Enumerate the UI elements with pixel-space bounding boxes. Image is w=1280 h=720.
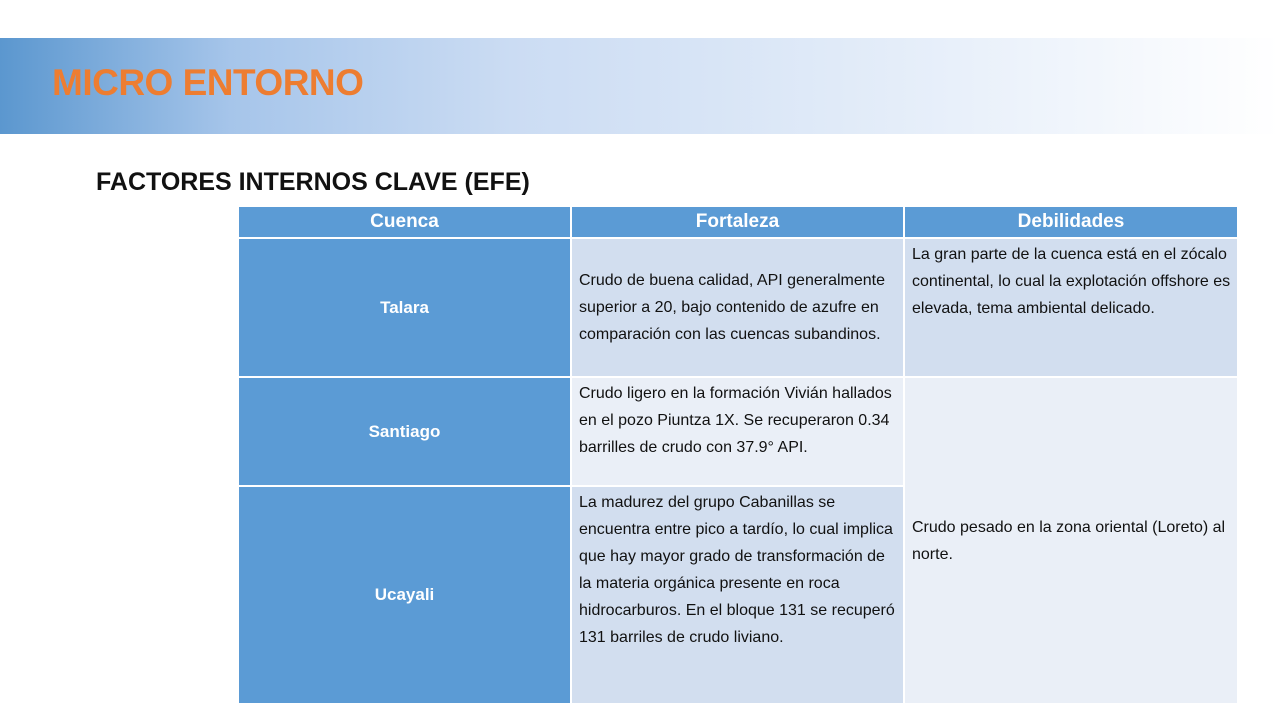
header-cuenca: Cuenca <box>238 206 571 238</box>
fortaleza-cell: Crudo de buena calidad, API generalmente superior a 20, bajo contenido de azufre en comparación con las cuencas subandinos. <box>571 238 904 377</box>
table-row <box>238 377 1238 486</box>
header-debilidades: Debilidades <box>904 206 1238 238</box>
debilidades-cell: La gran parte de la cuenca está en el zócalo continental, lo cual la explotación offshore es elevada, tema ambiental delicado. <box>904 238 1238 377</box>
header-fortaleza: Fortaleza <box>571 206 904 238</box>
efe-table <box>237 205 1239 705</box>
cuenca-cell: Ucayali <box>238 486 571 704</box>
debilidades-cell: Crudo pesado en la zona oriental (Loreto) al norte. <box>904 377 1238 704</box>
cuenca-cell: Talara <box>238 238 571 377</box>
slide-subtitle: FACTORES INTERNOS CLAVE (EFE) <box>96 168 530 196</box>
slide-title: MICRO ENTORNO <box>52 62 364 103</box>
fortaleza-cell: Crudo ligero en la formación Vivián hallados en el pozo Piuntza 1X. Se recuperaron 0.34 barrilles de crudo con 37.9° API. <box>571 377 904 486</box>
table-header-row <box>238 206 1238 238</box>
fortaleza-cell: La madurez del grupo Cabanillas se encuentra entre pico a tardío, lo cual implica que hay mayor grado de transformación de la materia orgánica presente en roca hidrocarburos. En el bloque 131 se recuperó 131 barriles de crudo liviano. <box>571 486 904 704</box>
table-row <box>238 238 1238 377</box>
cuenca-cell: Santiago <box>238 377 571 486</box>
